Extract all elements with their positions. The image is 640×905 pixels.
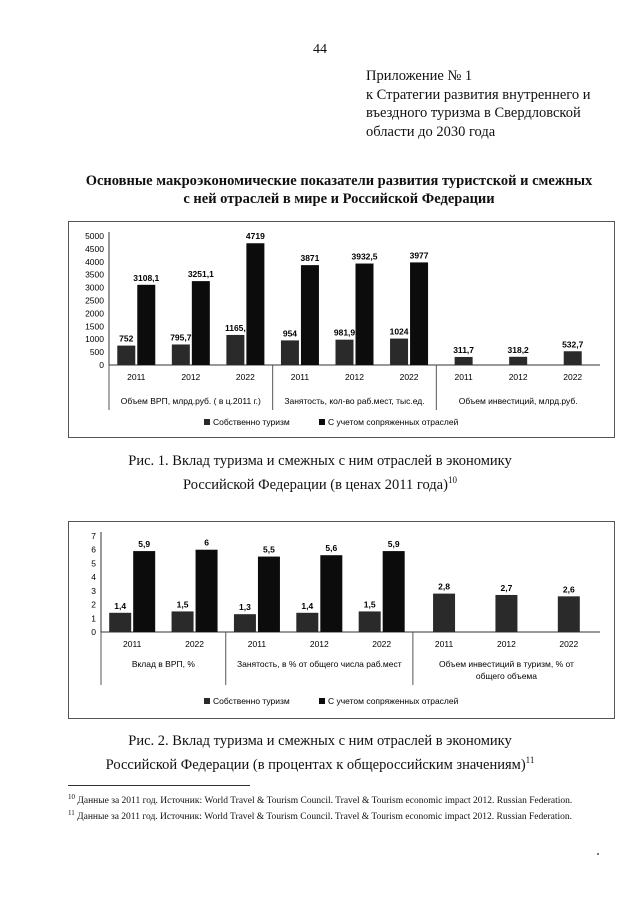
- x-tick-label: 2011: [454, 372, 473, 382]
- data-label: 795,7: [170, 332, 192, 343]
- bar-with-related: [410, 262, 428, 365]
- bar-own-tourism: [509, 357, 527, 365]
- footnote-divider: [68, 785, 250, 786]
- data-label: 1,3: [239, 602, 251, 613]
- data-label: 5,9: [138, 539, 151, 550]
- y-tick-label: 2: [91, 599, 96, 610]
- chart-1-svg: [69, 222, 614, 437]
- x-tick-label: 2011: [434, 639, 454, 649]
- x-tick-label: 2022: [185, 639, 205, 649]
- x-tick-label: 2012: [309, 639, 329, 649]
- y-tick-label: 5: [91, 558, 96, 569]
- data-label: 981,9: [333, 327, 356, 338]
- data-label: 954: [282, 328, 298, 339]
- bar-with-related: [137, 285, 155, 365]
- y-tick-label: 1500: [85, 321, 104, 332]
- y-tick-label: 1: [91, 613, 96, 624]
- group-label: общего объема: [475, 671, 538, 681]
- group-label: Объем инвестиций в туризм, % от: [438, 659, 574, 669]
- y-tick-label: 500: [89, 347, 104, 358]
- legend-swatch-with-related: [319, 419, 325, 425]
- group-label: Занятость, в % от общего числа раб.мест: [236, 659, 402, 669]
- group-label: Объем инвестиций, млрд.руб.: [458, 396, 578, 406]
- data-label: 2,8: [438, 581, 450, 592]
- footnote-mark: 10: [68, 793, 75, 801]
- group-label: Объем ВРП, млрд.руб. ( в ц.2011 г.): [120, 396, 261, 406]
- appendix-line: к Стратегии развития внутреннего и: [366, 86, 591, 103]
- x-tick-label: 2011: [123, 639, 142, 649]
- chart-1: [68, 221, 615, 438]
- appendix-line: области до 2030 года: [366, 123, 496, 140]
- footnote-text: Данные за 2011 год. Источник: World Travel & Tourism Council. Travel & Tourism economic impact 2012. Russian Federation.: [77, 812, 573, 823]
- data-label: 3108,1: [133, 272, 160, 283]
- bar-with-related: [196, 550, 218, 632]
- main-title-line: Основные макроэкономические показатели развития туристской и смежных: [85, 173, 593, 189]
- y-tick-label: 4500: [85, 243, 104, 254]
- bar-own-tourism: [226, 335, 244, 365]
- legend-swatch-own-tourism: [204, 419, 210, 425]
- bar-with-related: [356, 264, 374, 365]
- data-label: 2,6: [562, 584, 575, 595]
- bar-with-related: [301, 265, 319, 365]
- legend-label-own-tourism: Собственно туризм: [213, 417, 290, 427]
- bar-own-tourism: [359, 611, 381, 632]
- main-title-line: с ней отраслей в мире и Российской Федерации: [183, 191, 495, 207]
- bar-own-tourism: [495, 595, 517, 632]
- caption-line: [0, 751, 640, 775]
- y-tick-label: 2500: [85, 295, 104, 306]
- y-tick-label: 2000: [85, 308, 104, 319]
- data-label: 3932,5: [351, 251, 378, 262]
- footnote: [68, 807, 613, 823]
- chart-2-svg: [69, 522, 614, 718]
- x-tick-label: 2011: [290, 372, 310, 382]
- bar-own-tourism: [234, 614, 256, 632]
- y-tick-label: 7: [91, 531, 96, 541]
- data-label: 4719: [245, 231, 265, 242]
- data-label: 1165,: [224, 322, 246, 333]
- data-label: 752: [119, 333, 134, 344]
- appendix-header: [366, 67, 611, 141]
- x-tick-label: 2011: [247, 639, 267, 649]
- data-label: 3977: [409, 250, 429, 261]
- footnote-mark: 11: [68, 809, 75, 818]
- bar-own-tourism: [109, 613, 131, 632]
- y-tick-label: 4000: [85, 256, 104, 267]
- bar-own-tourism: [172, 344, 190, 365]
- bar-with-related: [383, 551, 405, 632]
- data-label: 3871: [300, 253, 320, 264]
- bar-own-tourism: [558, 596, 580, 632]
- data-label: 3251,1: [187, 269, 214, 280]
- bar-own-tourism: [296, 613, 318, 632]
- y-tick-label: 0: [99, 360, 104, 370]
- x-tick-label: 2011: [127, 372, 146, 382]
- footnote-ref: 11: [525, 755, 535, 765]
- data-label: 1,4: [301, 600, 314, 611]
- x-tick-label: 2022: [563, 372, 583, 382]
- bar-own-tourism: [455, 357, 473, 365]
- data-label: 1024: [389, 326, 409, 337]
- legend-swatch-with-related: [319, 698, 325, 704]
- y-tick-label: 0: [91, 627, 96, 637]
- y-tick-label: 6: [91, 544, 96, 555]
- x-tick-label: 2012: [496, 639, 516, 649]
- x-tick-label: 2022: [372, 639, 392, 649]
- y-tick-label: 4: [91, 572, 96, 583]
- bar-own-tourism: [281, 340, 299, 365]
- legend-label-with-related: С учетом сопряженных отраслей: [328, 417, 459, 427]
- y-tick-label: 3500: [85, 269, 104, 280]
- x-tick-label: 2012: [508, 372, 528, 382]
- caption-text: Российской Федерации (в процентах к общероссийским значениям): [105, 756, 526, 773]
- caption-line: Рис. 2. Вклад туризма и смежных с ним отраслей в экономику: [128, 733, 512, 749]
- y-tick-label: 3: [91, 585, 96, 596]
- bar-with-related: [192, 281, 210, 365]
- legend-label-with-related: С учетом сопряженных отраслей: [328, 696, 459, 706]
- footnote: [68, 791, 613, 807]
- legend-swatch-own-tourism: [204, 698, 210, 704]
- data-label: 2,7: [500, 582, 513, 593]
- legend-label-own-tourism: Собственно туризм: [213, 696, 290, 706]
- bar-own-tourism: [336, 340, 354, 365]
- data-label: 1,5: [363, 599, 376, 610]
- caption-text: Российской Федерации (в ценах 2011 года): [183, 476, 448, 493]
- bar-own-tourism: [390, 339, 408, 365]
- group-label: Вклад в ВРП, %: [131, 659, 195, 669]
- data-label: 318,2: [507, 344, 529, 355]
- caption-line: [0, 471, 640, 495]
- appendix-line: въездного туризма в Свердловской: [366, 105, 581, 121]
- data-label: 532,7: [562, 339, 584, 350]
- scan-speck: [597, 853, 599, 855]
- footnote-text: Данные за 2011 год. Источник: World Travel & Tourism Council. Travel & Tourism economic impact 2012. Russian Federation.: [77, 796, 573, 807]
- y-tick-label: 3000: [85, 282, 104, 293]
- data-label: 1,4: [114, 600, 127, 611]
- figure-1-caption: [0, 452, 640, 495]
- data-label: 5,5: [263, 544, 275, 555]
- main-title: [40, 172, 638, 208]
- x-tick-label: 2022: [235, 372, 255, 382]
- bar-own-tourism: [564, 351, 582, 365]
- footnotes: [68, 791, 613, 823]
- footnote-ref: 10: [447, 475, 457, 485]
- y-tick-label: 5000: [85, 231, 104, 241]
- x-tick-label: 2022: [559, 639, 579, 649]
- bar-with-related: [320, 555, 342, 632]
- bar-with-related: [258, 557, 280, 632]
- bar-own-tourism: [117, 346, 135, 365]
- figure-2-caption: [0, 732, 640, 775]
- data-label: 5,6: [325, 543, 338, 554]
- data-label: 311,7: [453, 344, 475, 355]
- x-tick-label: 2012: [181, 372, 201, 382]
- y-tick-label: 1000: [85, 334, 104, 345]
- page-number: 44: [313, 42, 327, 57]
- group-label: Занятость, кол-во раб.мест, тыс.ед.: [284, 396, 425, 406]
- bar-own-tourism: [172, 611, 194, 632]
- appendix-line: Приложение № 1: [366, 68, 473, 84]
- data-label: 6: [204, 537, 209, 548]
- caption-line: Рис. 1. Вклад туризма и смежных с ним отраслей в экономику: [128, 453, 512, 469]
- bar-own-tourism: [433, 594, 455, 632]
- bar-with-related: [246, 243, 264, 365]
- x-tick-label: 2012: [345, 372, 364, 382]
- bar-with-related: [133, 551, 155, 632]
- data-label: 1,5: [176, 599, 189, 610]
- x-tick-label: 2022: [399, 372, 419, 382]
- chart-2: [68, 521, 615, 719]
- data-label: 5,9: [387, 539, 400, 550]
